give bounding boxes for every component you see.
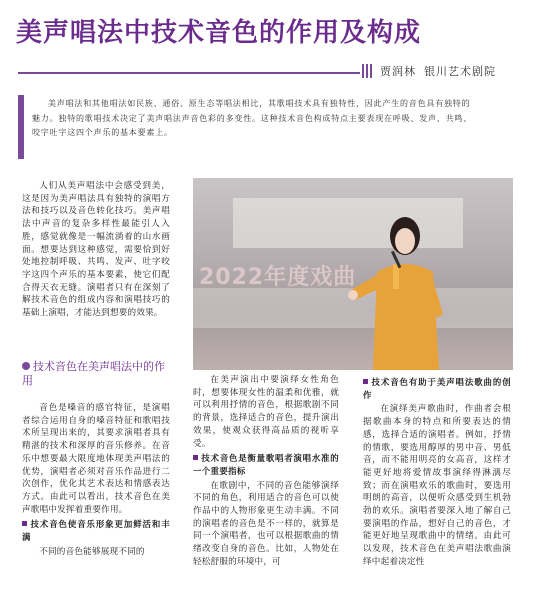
section1-paragraph: 音色是嗓音的感官特征，是演唱者综合运用自身的嗓音特征和歌唱技术所呈现出来的，其要求演唱者具有精湛的技术和深厚的音乐修养。在音乐中想要最大限度地体现美声唱法的优势，演唱者必须对音乐作品进行二次创作，优化其艺术表达和情感表达方式。由此可以看出，技术音色在美声歌唱中发挥着重要作用。 [22,403,170,515]
abstract-box [18,95,490,159]
byline-rule [18,72,360,74]
sub1-paragraph: 不同的音色能够展现不同的 [39,546,145,557]
stage-photo [193,178,513,370]
subheading-1 [22,518,170,543]
column-1-lower [22,402,170,558]
section-heading [22,360,172,388]
stage-banner: 2022年度戏曲 [199,265,357,290]
square-bullet-icon [363,379,368,384]
square-bullet-icon [193,455,198,460]
abstract-text: 美声唱法和其他唱法如民族、通俗、原生态等唱法相比，其歌唱技术具有独特性，因此产生的音色具有独特的魅力。独特的歌唱技术决定了美声唱法声音色彩的多变性。这种技术音色构成特点主要表现在呼吸、发声、共鸣、咬字吐字这四个声乐的基本要素上。 [32,99,472,137]
section-bullet-icon [22,362,30,370]
singer-figure [333,194,453,370]
byline-marker-icon [362,64,374,78]
column-3 [363,374,511,569]
intro-paragraph: 人们从美声唱法中会感受到美，这是因为美声唱法具有独特的演唱方法和技巧以及音色转化技巧。美声唱法中声音的复杂多样性最能引人入胜，感觉就像是一幅流淌着的山水画面。想要达到这种感觉，需要恰到好处地控制呼吸、共鸣、发声、吐字咬字这四个声乐的基本要素，使它们配合得天衣无缝。演唱者只有在深刻了解技术音色的组成内容和演唱技巧的基础上演唱，才能达到想要的效果。 [22,181,170,319]
author-affiliation: 银川艺术剧院 [424,65,496,78]
subheading-3 [363,376,511,401]
col2-paragraph-1: 在美声演出中要演绎女性角色时，想要体现女性的温柔和优雅，就可以利用抒情的音色，根据歌剧不同的背景，选择适合的音色，提升演出效果，使观众获得高品质的视听享受。 [193,375,339,449]
col2-paragraph-2: 在歌剧中，不同的音色能够演绎不同的角色，利用适合的音色可以使作品中的人物形象更生动丰满。不同的演唱者的音色是不一样的，就算是同一个演唱者，也可以根据歌曲的情绪改变自身的音色。比如，人物处在轻松舒服的环境中，可 [193,480,339,567]
intro-column [22,180,170,320]
abstract-bar [18,95,24,159]
subheading-1-text: 技术音色使音乐形象更加鲜活和丰满 [22,519,170,543]
article-title: 美声唱法中技术音色的作用及构成 [16,18,422,48]
author-name: 贾润林 [380,65,416,78]
subheading-3-text: 技术音色有助于美声唱法歌曲的创作 [363,377,511,400]
subheading-2-text: 技术音色是衡量歌唱者演唱水准的一个重要指标 [193,453,339,476]
column-2 [193,374,339,569]
byline [380,63,496,79]
section-title: 技术音色在美声唱法中的作用 [22,360,165,387]
square-bullet-icon [22,521,27,526]
subheading-2 [193,452,339,477]
col3-paragraph-1: 在演绎美声歌曲时，作曲者会根据歌曲本身的特点和所要表达的情感，选择合适的演唱者。例如，抒情的情歌，要选用醇厚的男中音、男低音，而不能用明亮的女高音，这样才能更好地将爱情故事演绎得淋漓尽致；而在演唱欢乐的歌曲时，要选用明朗的高音，以便听众感受到生机勃勃的欢乐。演唱者要深入地了解自己要演唱的作品，想好自己的音色，才能更好地呈现歌曲中的情绪。由此可以发现，技术音色在美声唱法歌曲演绎中起着决定性 [363,404,511,567]
